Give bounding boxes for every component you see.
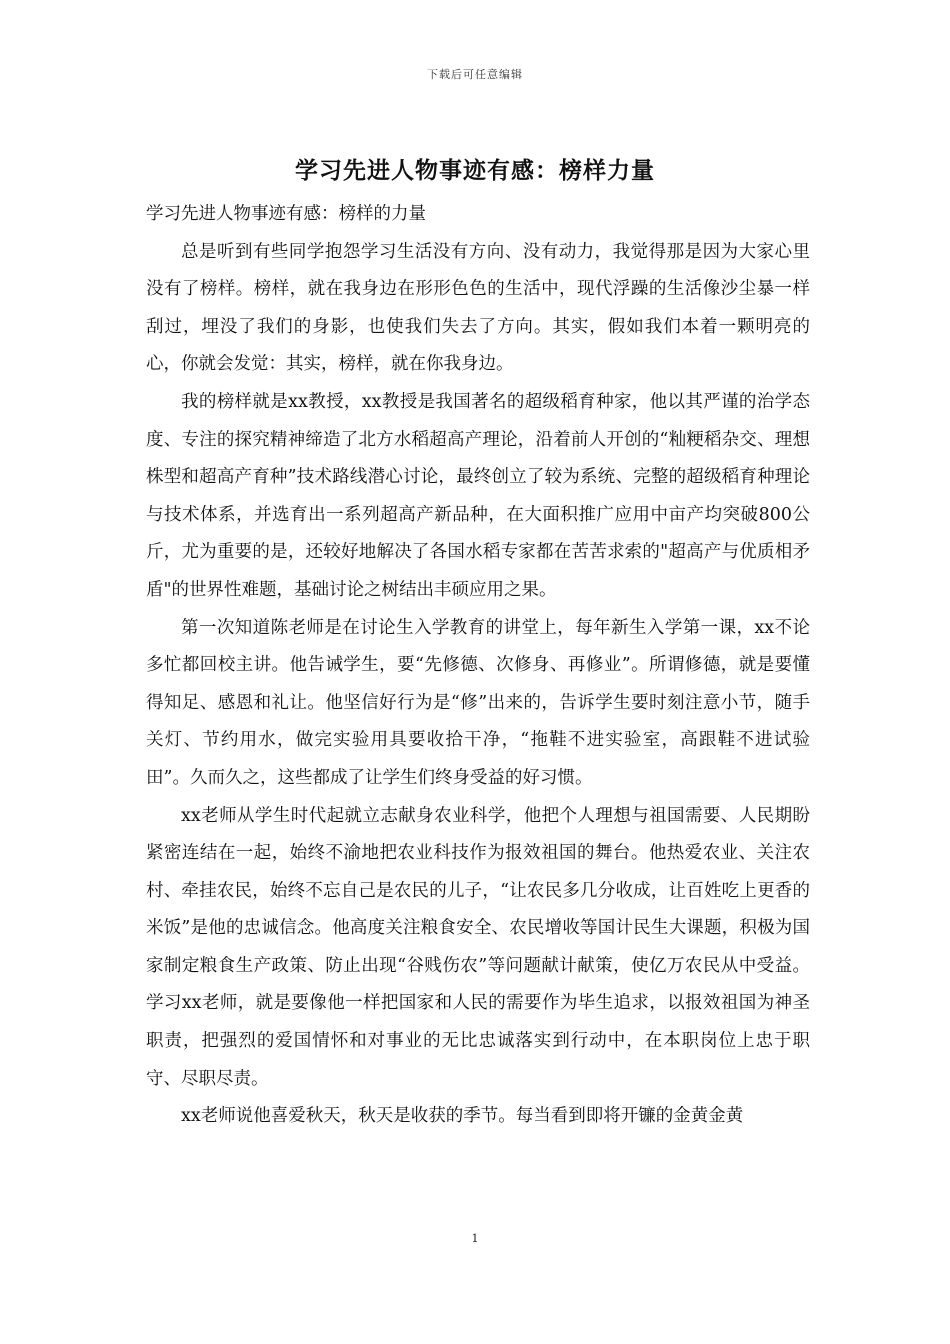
paragraph-4: xx老师从学生时代起就立志献身农业科学，他把个人理想与祖国需要、人民期盼紧密连结在一起，始终不渝地把农业科技作为报效祖国的舞台。他热爱农业、关注农村、牵挂农民，始终不忘自己是农民的儿子，“让农民多几分收成，让百姓吃上更香的米饭”是他的忠诚信念。他高度关注粮食安全、农民增收等国计民生大课题，积极为国家制定粮食生产政策、防止出现“谷贱伤农”等问题献计献策，使亿万农民从中受益。学习xx老师，就是要像他一样把国家和人民的需要作为毕生追求，以报效祖国为神圣职责，把强烈的爱国情怀和对事业的无比忠诚落实到行动中，在本职岗位上忠于职守、尽职尽责。 [146, 805, 810, 1089]
paragraph-1: 总是听到有些同学抱怨学习生活没有方向、没有动力，我觉得那是因为大家心里没有了榜样。榜样，就在我身边在形形色色的生活中，现代浮躁的生活像沙尘暴一样刮过，埋没了我们的身影，也使我们失去了方向。其实，假如我们本着一颗明亮的心，你就会发觉：其实，榜样，就在你我身边。 [146, 241, 810, 375]
paragraph-3: 第一次知道陈老师是在讨论生入学教育的讲堂上，每年新生入学第一课，xx不论多忙都回校主讲。他告诫学生，要“先修德、次修身、再修业”。所谓修德，就是要懂得知足、感恩和礼让。他坚信好行为是“修”出来的，告诉学生要时刻注意小节，随手关灯、节约用水，做完实验用具要收拾干净，“拖鞋不进实验室，高跟鞋不进试验田”。久而久之，这些都成了让学生们终身受益的好习惯。 [146, 617, 810, 788]
page-number: 1 [471, 1232, 479, 1245]
paragraph-5: xx老师说他喜爱秋天，秋天是收获的季节。每当看到即将开镰的金黄金黄 [181, 1106, 744, 1127]
document-title: 学习先进人物事迹有感：榜样力量 [295, 157, 655, 184]
header-note: 下载后可任意编辑 [427, 68, 523, 81]
document-subtitle: 学习先进人物事迹有感：榜样的力量 [146, 204, 426, 224]
paragraph-2: 我的榜样就是xx教授，xx教授是我国著名的超级稻育种家，他以其严谨的治学态度、专注的探究精神缔造了北方水稻超高产理论，沿着前人开创的“籼粳稻杂交、理想株型和超高产育种”技术路线潜心讨论，最终创立了较为系统、完整的超级稻育种理论与技术体系，并选育出一系列超高产新品种，在大面积推广应用中亩产均突破800公斤，尤为重要的是，还较好地解决了各国水稻专家都在苦苦求索的"超高产与优质相矛盾"的世界性难题，基础讨论之树结出丰硕应用之果。 [146, 391, 810, 600]
document-body [146, 196, 810, 1136]
